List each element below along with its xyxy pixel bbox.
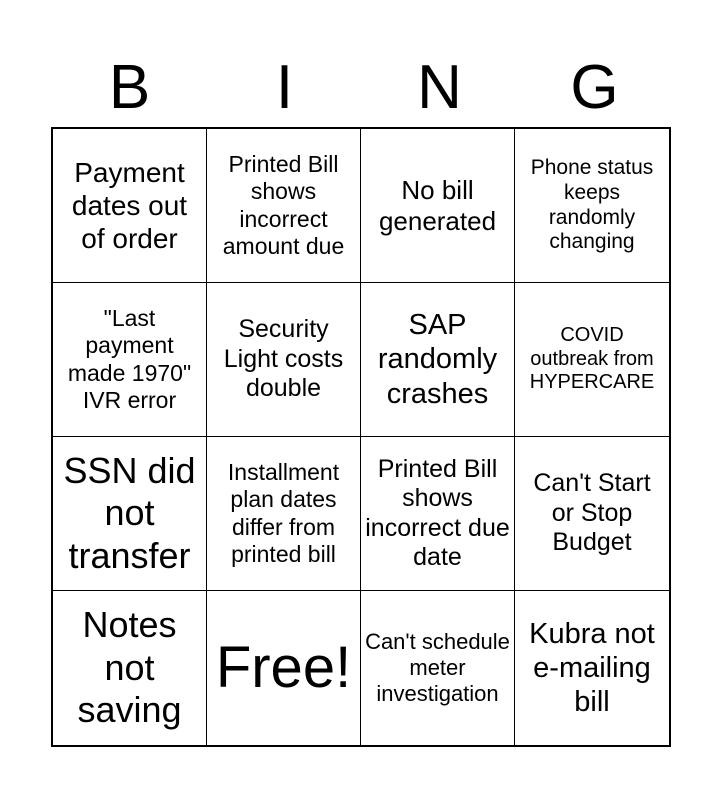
cell-label: No bill generated xyxy=(378,174,497,236)
cell-label: COVID outbreak from HYPERCARE xyxy=(529,324,655,394)
bingo-header xyxy=(52,48,672,128)
cell-label: Can't schedule meter investigation xyxy=(365,629,510,706)
bingo-cell[interactable] xyxy=(53,437,207,591)
free-space-label: Free! xyxy=(215,634,352,700)
bingo-cell[interactable] xyxy=(207,437,361,591)
bingo-cell[interactable] xyxy=(515,283,669,437)
cell-label: Payment dates out of order xyxy=(71,156,188,255)
cell-label: Can't Start or Stop Budget xyxy=(533,469,651,557)
bingo-cell[interactable] xyxy=(53,591,207,745)
bingo-cell[interactable] xyxy=(361,437,515,591)
bingo-cell[interactable] xyxy=(207,129,361,283)
cell-label: SSN did not transfer xyxy=(63,449,196,576)
bingo-cell[interactable] xyxy=(515,437,669,591)
bingo-cell[interactable] xyxy=(53,283,207,437)
bingo-cell[interactable] xyxy=(515,129,669,283)
cell-label: Installment plan dates differ from printed bill xyxy=(227,459,340,567)
cell-label: Kubra not e-mailing bill xyxy=(529,617,655,719)
header-letter-b: B xyxy=(108,53,151,122)
bingo-cell[interactable] xyxy=(361,129,515,283)
bingo-board xyxy=(51,127,671,747)
bingo-cell[interactable] xyxy=(361,591,515,745)
free-space-cell[interactable] xyxy=(207,591,361,745)
cell-label: Printed Bill shows incorrect amount due xyxy=(222,151,345,259)
cell-label: "Last payment made 1970" IVR error xyxy=(67,305,192,413)
bingo-cell[interactable] xyxy=(361,283,515,437)
bingo-cell[interactable] xyxy=(53,129,207,283)
header-letter-i: I xyxy=(275,53,294,122)
cell-label: Phone status keeps randomly changing xyxy=(530,155,654,254)
bingo-cell[interactable] xyxy=(515,591,669,745)
cell-label: Notes not saving xyxy=(77,604,182,731)
header-letter-n: N xyxy=(417,53,462,122)
cell-label: Security Light costs double xyxy=(223,315,344,403)
bingo-cell[interactable] xyxy=(207,283,361,437)
cell-label: SAP randomly crashes xyxy=(377,309,498,410)
header-letter-g: G xyxy=(570,53,619,122)
cell-label: Printed Bill shows incorrect due date xyxy=(365,454,510,571)
